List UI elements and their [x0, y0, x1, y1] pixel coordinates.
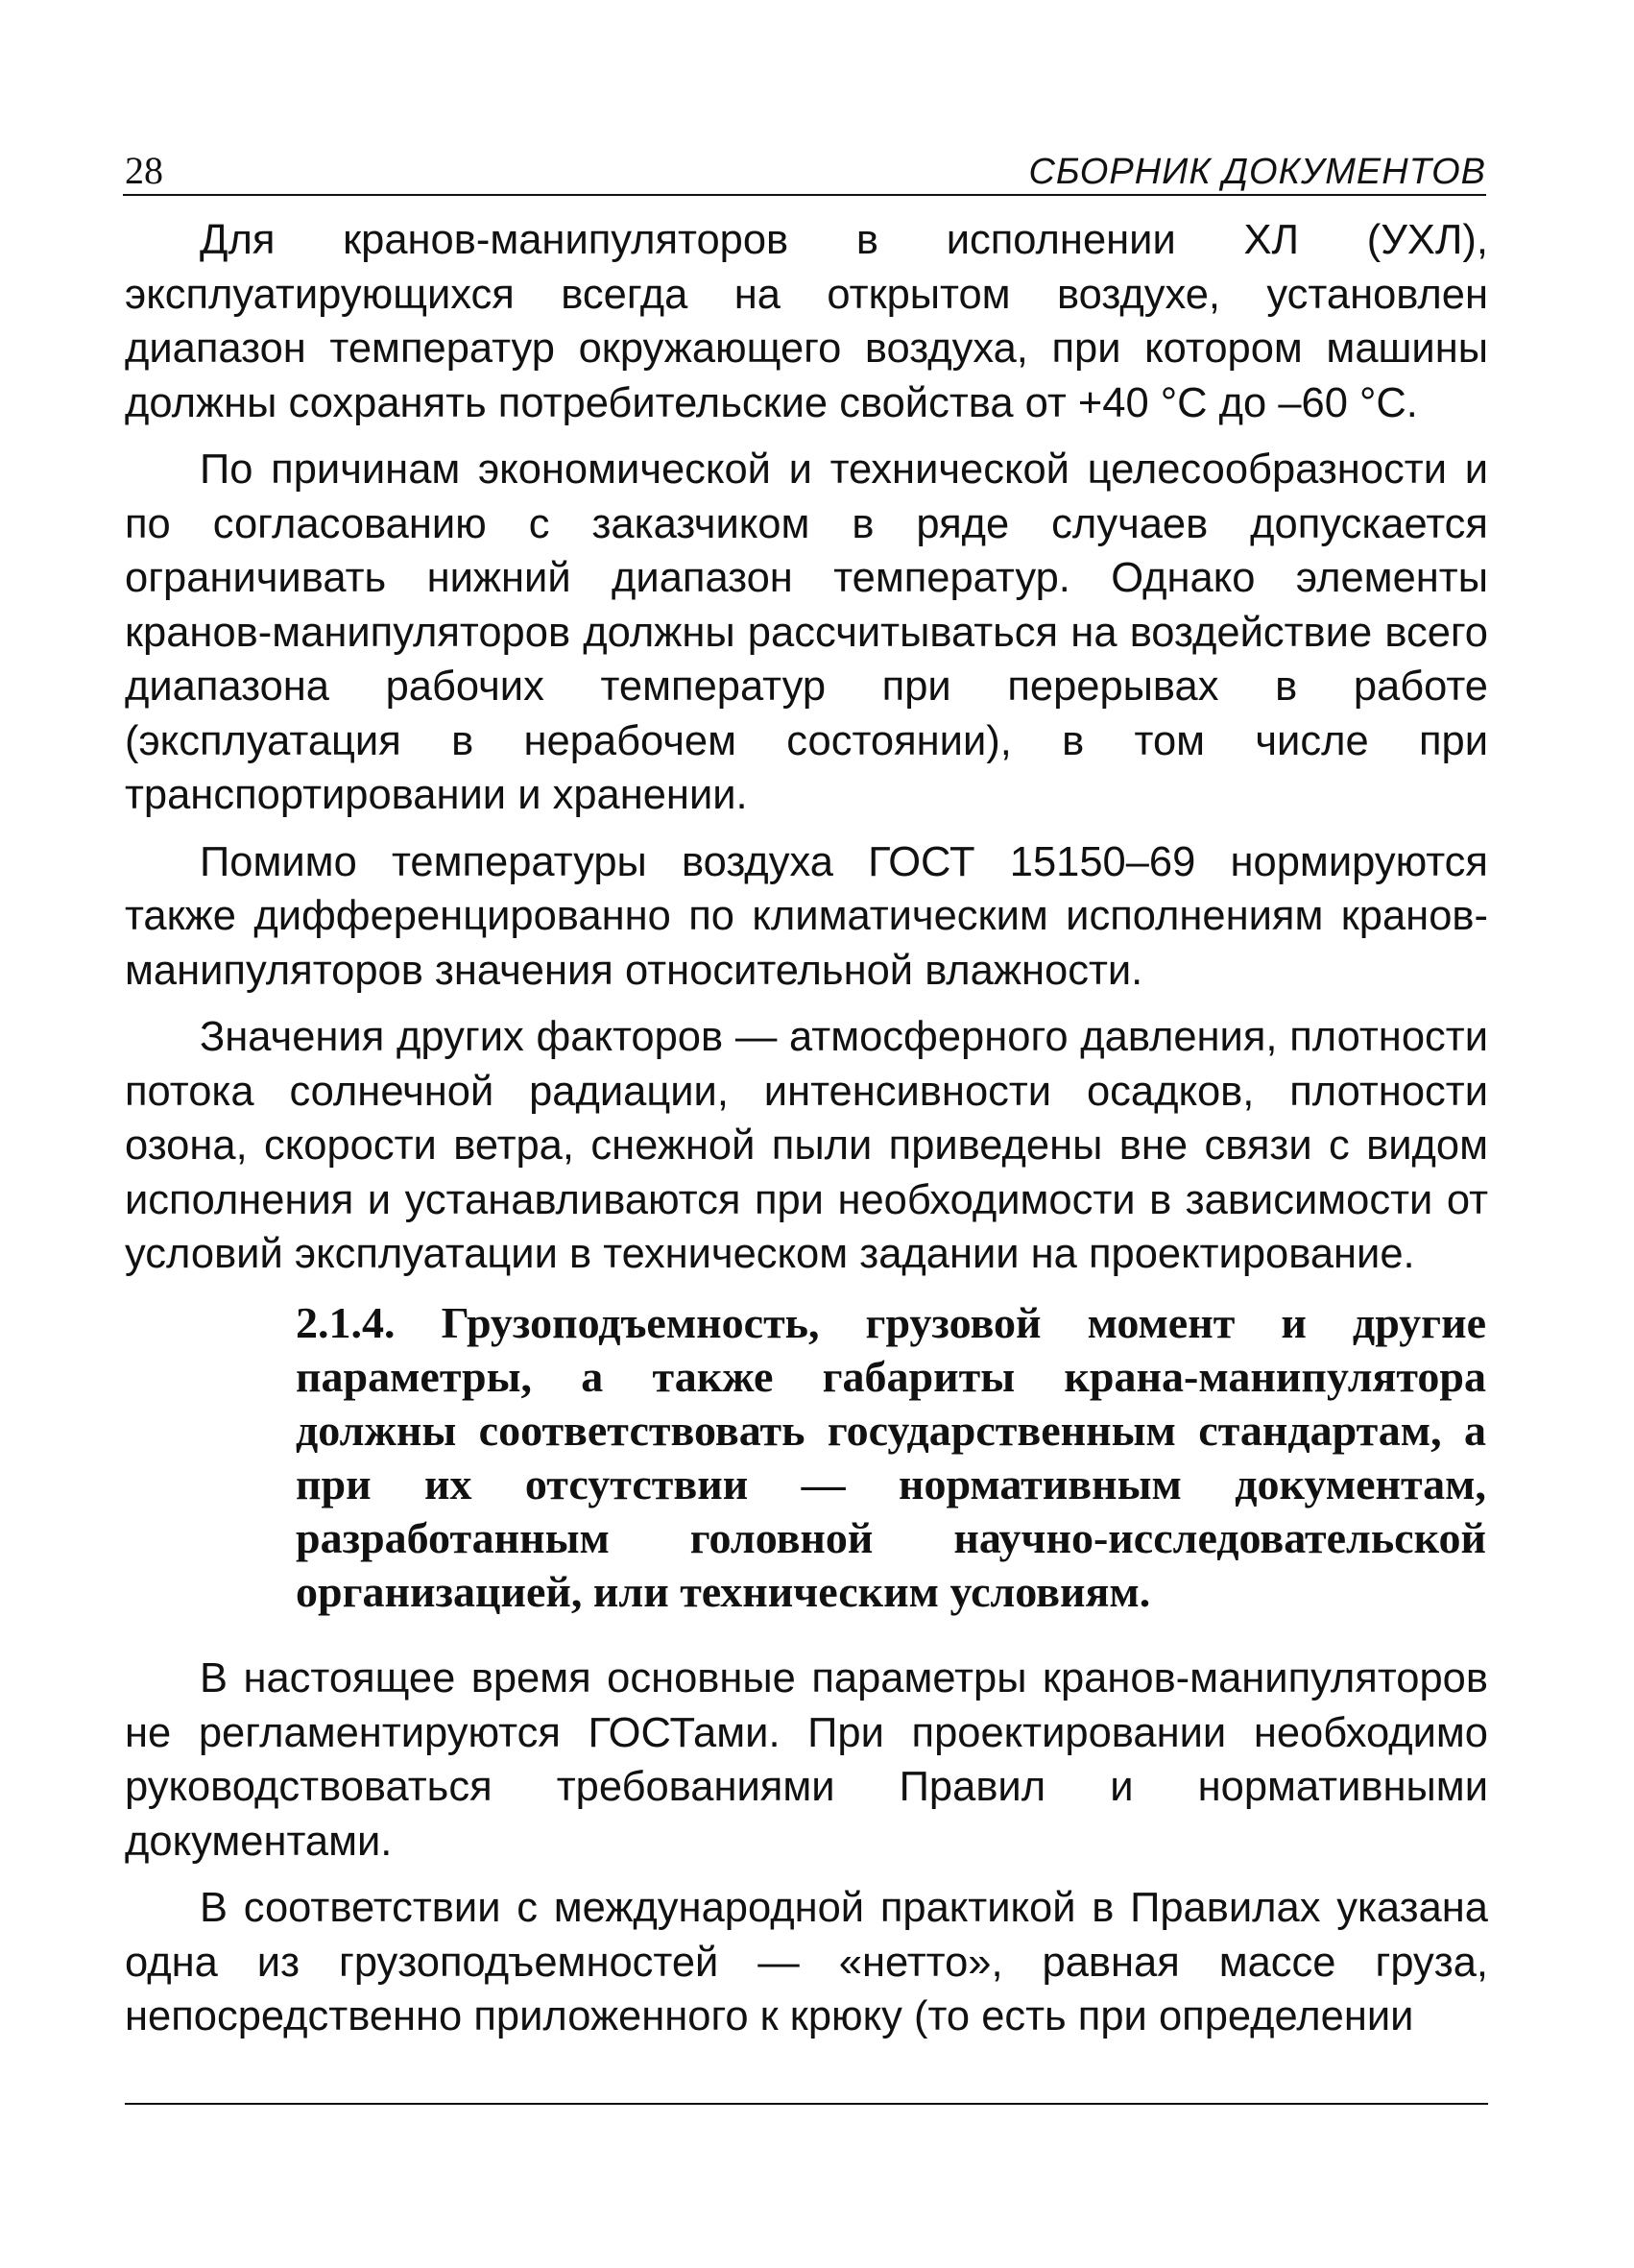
paragraph-international-practice: В соответствии с международной практикой в Правилах указана одна из грузоподъемностей — «нетто», равная массе груза, непосредственно приложенного к крюку (то есть при определении	[125, 1885, 1488, 2039]
running-title: СБОРНИК ДОКУМЕНТОВ	[1028, 152, 1486, 192]
section-clause-2-1-4	[296, 1296, 1486, 1619]
paragraph-other-factors: Значения других факторов — атмосферного давления, плотности потока солнечной радиации, интенсивности осадков, плотности озона, скорости ветра, снежной пыли приведены вне связи с видом исполнения и устанавливаются при необходимости в зависимости от условий эксплуатации в техническом задании на проектирование.	[125, 1014, 1488, 1277]
page-number: 28	[125, 149, 163, 192]
footer-divider	[125, 2103, 1488, 2105]
page-header	[123, 134, 1486, 196]
lower-body-text	[125, 1652, 1488, 2057]
paragraph-parameters: В настоящее время основные параметры кранов-манипуляторов не регламентируются ГОСТами. При проектировании необходимо руководствоваться требованиями Правил и нормативными документами.	[125, 1655, 1488, 1865]
paragraph-climate-range: Для кранов-манипуляторов в исполнении ХЛ (УХЛ), эксплуатирующихся всегда на открытом воздухе, установлен диапазон температур окружающего воздуха, при котором машины должны сохранять потребительские свойства от +40 °С до –60 °С.	[125, 217, 1488, 426]
clause-text: 2.1.4. Грузоподъемность, грузовой момент и другие параметры, а также габариты крана-манипулятора должны соответствовать государственным стандартам, а при их отсутствии — нормативным документам, разработанным головной научно-исследовательской организацией, или техническим условиям.	[296, 1298, 1486, 1616]
body-text	[125, 213, 1488, 1294]
paragraph-humidity: Помимо температуры воздуха ГОСТ 15150–69 нормируются также дифференцированно по климатическим исполнениям кранов-манипуляторов значения относительной влажности.	[125, 838, 1488, 994]
paragraph-temperature-limits: По причинам экономической и технической целесообразности и по согласованию с заказчиком в ряде случаев допускается ограничивать нижний диапазон температур. Однако элементы кранов-манипуляторов должны рассчитываться на воздействие всего диапазона рабочих температур при перерывах в работе (эксплуатация в нерабочем состоянии), в том числе при транспортировании и хранении.	[125, 446, 1488, 818]
